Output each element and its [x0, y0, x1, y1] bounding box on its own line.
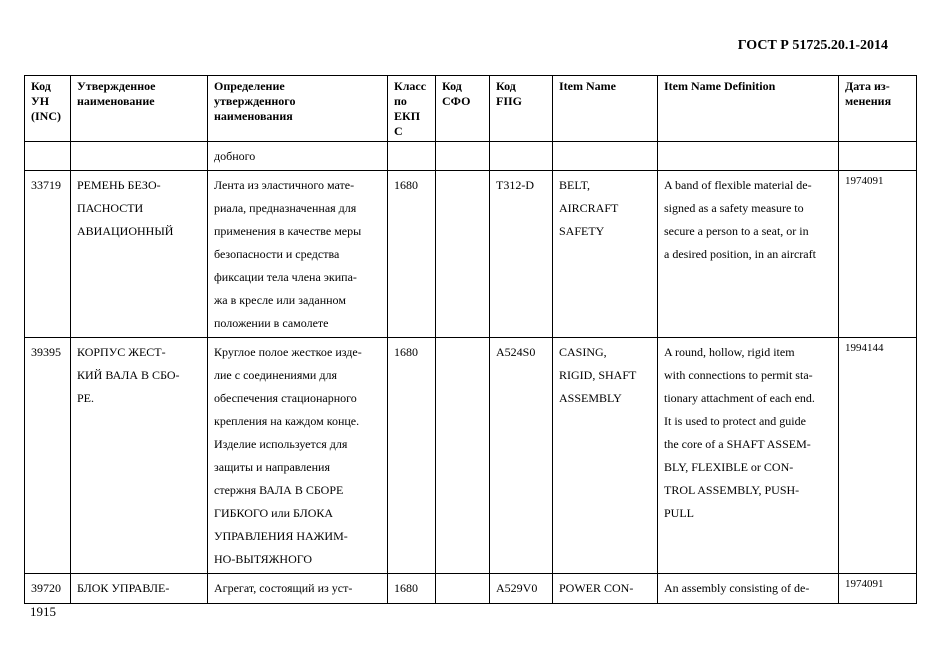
header-line: FIIG [496, 94, 523, 108]
cell-line: НО-ВЫТЯЖНОГО [214, 552, 313, 566]
cell-line: A round, hollow, rigid item [664, 345, 795, 359]
table-header-row [25, 76, 917, 142]
cell-item-name [553, 338, 658, 574]
column-header-definition [208, 76, 388, 142]
header-line: утвержденного [214, 94, 296, 108]
cell-inc: 39720 [25, 574, 71, 604]
header-line: Класс [394, 79, 427, 93]
cell-line: защиты и направления [214, 460, 330, 474]
table-body [25, 142, 917, 604]
cell-line: АВИАЦИОННЫЙ [77, 224, 174, 238]
cell-line: положении в самолете [214, 316, 329, 330]
header-line: С [394, 124, 403, 138]
header-line: Item Name [559, 79, 616, 93]
cell-change-date: 1994144 [839, 338, 917, 574]
header-line: СФО [442, 94, 471, 108]
cell-item-definition [658, 142, 839, 171]
cell-line: лие с соединениями для [214, 368, 337, 382]
cell-line: with connections to permit sta- [664, 368, 813, 382]
cell-fiig: A529V0 [490, 574, 553, 604]
cell-line: PULL [664, 506, 694, 520]
header-line: Код [442, 79, 462, 93]
cell-sfo [436, 574, 490, 604]
cell-line: ASSEMBLY [559, 391, 622, 405]
header-line: ЕКП [394, 109, 421, 123]
cell-inc [25, 142, 71, 171]
header-line: УН [31, 94, 50, 108]
cell-line: БЛОК УПРАВЛЕ- [77, 581, 170, 595]
cell-line: жа в кресле или заданном [214, 293, 346, 307]
cell-change-date: 1974091 [839, 171, 917, 338]
cell-line: BELT, [559, 178, 591, 192]
cell-inc: 33719 [25, 171, 71, 338]
table-row [25, 171, 917, 338]
cell-line: An assembly consisting of de- [664, 581, 810, 595]
cell-line: AIRCRAFT [559, 201, 619, 215]
table-row [25, 574, 917, 604]
cell-fiig [490, 142, 553, 171]
cell-item-name [553, 142, 658, 171]
header-line: Утвержденное [77, 79, 156, 93]
cell-line: Круглое полое жесткое изде- [214, 345, 362, 359]
cell-class [388, 142, 436, 171]
cell-fiig: A524S0 [490, 338, 553, 574]
column-header-change-date [839, 76, 917, 142]
header-line: наименования [214, 109, 293, 123]
cell-line: CASING, [559, 345, 607, 359]
cell-fiig: T312-D [490, 171, 553, 338]
cell-sfo [436, 171, 490, 338]
header-line: менения [845, 94, 892, 108]
column-header-item-definition [658, 76, 839, 142]
cell-line: Изделие используется для [214, 437, 348, 451]
cell-line: крепления на каждом конце. [214, 414, 360, 428]
cell-line: A band of flexible material de- [664, 178, 812, 192]
cell-class: 1680 [388, 171, 436, 338]
cell-line: РЕ. [77, 391, 95, 405]
table-row [25, 142, 917, 171]
header-line: Дата из- [845, 79, 890, 93]
header-line: (INC) [31, 109, 61, 123]
table-row [25, 338, 917, 574]
cell-line: применения в качестве меры [214, 224, 362, 238]
cell-line: стержня ВАЛА В СБОРЕ [214, 483, 344, 497]
cell-line: риала, предназначенная для [214, 201, 357, 215]
cell-line: secure a person to a seat, or in [664, 224, 809, 238]
cell-line: signed as a safety measure to [664, 201, 804, 215]
header-line: Item Name Definition [664, 79, 776, 93]
cell-item-name [553, 574, 658, 604]
cell-line: a desired position, in an aircraft [664, 247, 816, 261]
page-number: 1915 [30, 604, 56, 619]
column-header-approved-name [71, 76, 208, 142]
cell-line: ПАСНОСТИ [77, 201, 144, 215]
column-header-inc [25, 76, 71, 142]
cell-sfo [436, 142, 490, 171]
cell-inc: 39395 [25, 338, 71, 574]
header-line: Код [496, 79, 516, 93]
column-header-item-name [553, 76, 658, 142]
cell-line: добного [214, 149, 256, 163]
cell-line: It is used to protect and guide [664, 414, 806, 428]
cell-change-date [839, 142, 917, 171]
cell-class: 1680 [388, 338, 436, 574]
cell-sfo [436, 338, 490, 574]
cell-line: Лента из эластичного мате- [214, 178, 355, 192]
cell-line: BLY, FLEXIBLE or CON- [664, 460, 794, 474]
cell-line: SAFETY [559, 224, 605, 238]
cell-approved-name [71, 142, 208, 171]
cell-line: КОРПУС ЖЕСТ- [77, 345, 166, 359]
cell-item-definition [658, 171, 839, 338]
header-line: по [394, 94, 407, 108]
document-code: ГОСТ Р 51725.20.1-2014 [737, 38, 888, 53]
cell-definition [208, 142, 388, 171]
column-header-fiig [490, 76, 553, 142]
cell-line: RIGID, SHAFT [559, 368, 637, 382]
cell-line: РЕМЕНЬ БЕЗО- [77, 178, 161, 192]
cell-line: ГИБКОГО или БЛОКА [214, 506, 334, 520]
cell-class: 1680 [388, 574, 436, 604]
cell-line: КИЙ ВАЛА В СБО- [77, 368, 180, 382]
cell-line: обеспечения стационарного [214, 391, 357, 405]
cell-line: tionary attachment of each end. [664, 391, 815, 405]
data-table [24, 75, 917, 604]
column-header-sfo [436, 76, 490, 142]
header-line: Определение [214, 79, 285, 93]
cell-definition [208, 171, 388, 338]
cell-approved-name [71, 574, 208, 604]
cell-item-definition [658, 338, 839, 574]
cell-item-name [553, 171, 658, 338]
cell-change-date: 1974091 [839, 574, 917, 604]
cell-line: фиксации тела члена экипа- [214, 270, 357, 284]
cell-line: the core of a SHAFT ASSEM- [664, 437, 811, 451]
cell-definition [208, 574, 388, 604]
cell-definition [208, 338, 388, 574]
column-header-class [388, 76, 436, 142]
cell-line: безопасности и средства [214, 247, 340, 261]
cell-line: УПРАВЛЕНИЯ НАЖИМ- [214, 529, 348, 543]
cell-line: Агрегат, состоящий из уст- [214, 581, 353, 595]
cell-line: TROL ASSEMBLY, PUSH- [664, 483, 800, 497]
cell-item-definition [658, 574, 839, 604]
header-line: наименование [77, 94, 155, 108]
cell-approved-name [71, 338, 208, 574]
cell-approved-name [71, 171, 208, 338]
header-line: Код [31, 79, 51, 93]
cell-line: POWER CON- [559, 581, 634, 595]
